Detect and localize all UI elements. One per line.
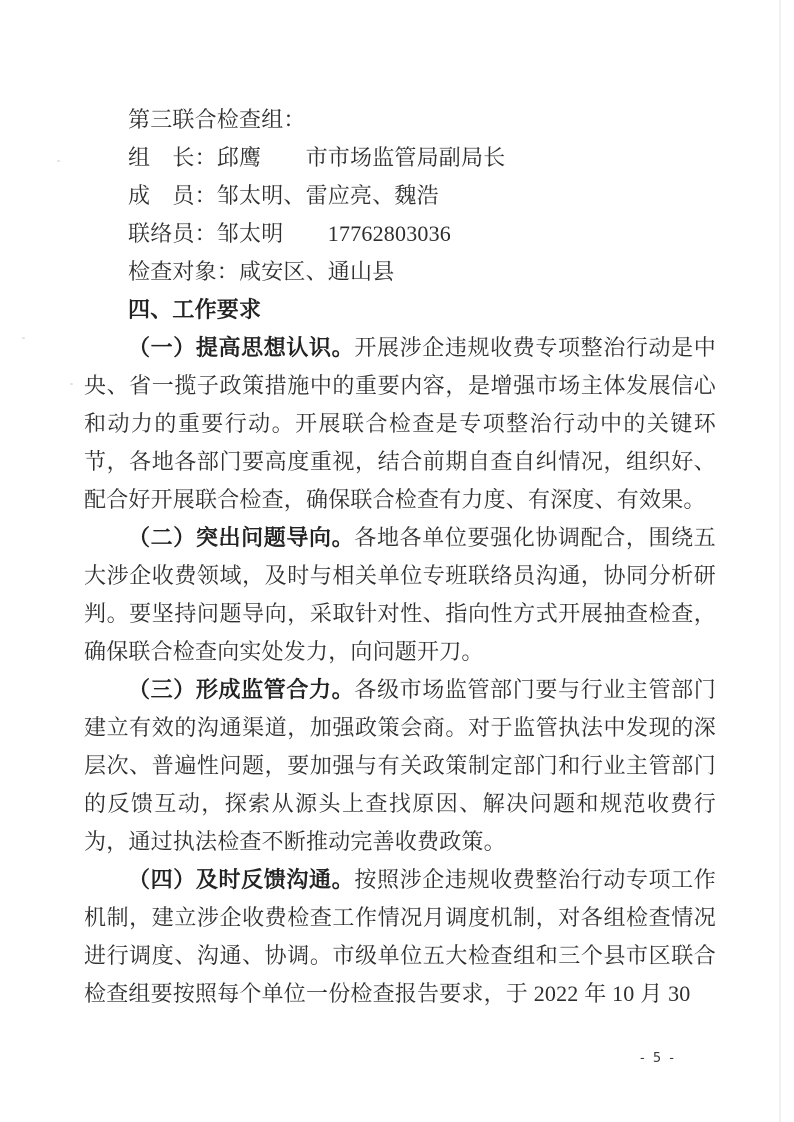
paragraph-2-text: 各地各单位要强化协调配合，围绕五大涉企收费领域，及时与相关单位专班联络员沟通，协同分析研判。要坚持问题导向，采取针对性、指向性方式开展抽查检查，确保联合检查向实处发力，向问题开刀。 <box>84 525 716 664</box>
paragraph-4-text: 按照涉企违规收费整治行动专项工作机制，建立涉企收费检查工作情况月调度机制，对各组检查情况进行调度、沟通、协调。市级单位五大检查组和三个县市区联合检查组要按照每个单位一份检查报告要求，于 2022 年 10 月 30 <box>84 867 716 1006</box>
paragraph-2 <box>84 519 716 671</box>
group-members-line: 成 员：邹太明、雷应亮、魏浩 <box>128 183 439 208</box>
page-number: - 5 - <box>640 1051 676 1066</box>
scan-speck <box>70 383 73 385</box>
paragraph-3 <box>84 671 716 861</box>
document-content <box>84 101 716 1013</box>
paragraph-4-lead: （四）及时反馈沟通。 <box>128 867 355 892</box>
paragraph-1 <box>84 329 716 519</box>
group-title-line: 第三联合检查组： <box>128 107 306 132</box>
group-leader-line: 组 长：邱鹰 市市场监管局副局长 <box>128 145 506 170</box>
scan-speck <box>57 160 60 162</box>
scan-speck <box>22 337 25 339</box>
paragraph-3-lead: （三）形成监管合力。 <box>128 677 355 702</box>
paragraph-3-text: 各级市场监管部门要与行业主管部门建立有效的沟通渠道，加强政策会商。对于监管执法中发现的深层次、普遍性问题，要加强与有关政策制定部门和行业主管部门的反馈互动，探索从源头上查找原因、解决问题和规范收费行为，通过执法检查不断推动完善收费政策。 <box>84 677 716 854</box>
group-liaison-line: 联络员：邹太明 17762803036 <box>128 221 452 246</box>
inspection-targets-line: 检查对象：咸安区、通山县 <box>128 259 395 284</box>
paragraph-2-lead: （二）突出问题导向。 <box>128 525 355 550</box>
section-heading: 四、工作要求 <box>128 297 262 322</box>
paragraph-1-text: 开展涉企违规收费专项整治行动是中央、省一揽子政策措施中的重要内容，是增强市场主体发展信心和动力的重要行动。开展联合检查是专项整治行动中的关键环节，各地各部门要高度重视，结合前期自查自纠情况，组织好、配合好开展联合检查，确保联合检查有力度、有深度、有效果。 <box>84 335 716 512</box>
paragraph-1-lead: （一）提高思想认识。 <box>128 335 355 360</box>
paragraph-4 <box>84 861 716 1013</box>
scan-edge-artifact <box>779 0 781 1122</box>
